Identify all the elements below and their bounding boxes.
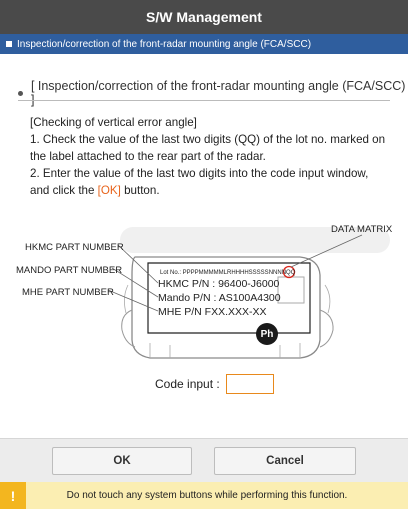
- function-subtitle-bar: [0, 34, 408, 54]
- instruction-step-2: [30, 165, 390, 199]
- ph-badge-icon: Ph: [256, 323, 278, 345]
- section-title: [ Inspection/correction of the front-radar mounting angle (FCA/SCC): [30, 79, 406, 93]
- section-divider: [18, 100, 390, 101]
- lot-number-text: Lot No.: PPPPMMMMMLRHHHHSSSSSNNNNQQ: [160, 270, 296, 276]
- hkmc-pn-text: HKMC P/N : 96400-J6000: [158, 278, 280, 290]
- code-input[interactable]: [226, 374, 274, 394]
- instruction-step-2-text: 2. Enter the value of the last two digits into the code input window, and click the: [30, 167, 369, 197]
- radar-label-figure: [0, 215, 408, 360]
- window-title: S/W Management: [0, 0, 408, 34]
- ok-button[interactable]: OK: [52, 447, 192, 475]
- button-bar: [0, 438, 408, 482]
- mando-pn-text: Mando P/N : AS100A4300: [158, 292, 281, 304]
- function-subtitle: Inspection/correction of the front-radar mounting angle (FCA/SCC): [17, 38, 312, 50]
- instructions: [30, 114, 390, 199]
- square-bullet-icon: [6, 41, 12, 47]
- warning-text: Do not touch any system buttons while performing this function.: [66, 490, 348, 501]
- mando-part-number-label: MANDO PART NUMBER: [16, 265, 123, 276]
- code-input-label: Code input :: [155, 377, 220, 391]
- mhe-part-number-label: MHE PART NUMBER: [22, 287, 114, 298]
- instruction-step-2-tail: button.: [120, 184, 160, 197]
- mhe-pn-text: MHE P/N FXX.XXX-XX: [158, 306, 267, 318]
- section-heading: [18, 79, 408, 107]
- warning-icon: !: [0, 482, 26, 509]
- instruction-step-1: 1. Check the value of the last two digits (QQ) of the lot no. marked on the label attached to the rear part of the radar.: [30, 133, 386, 163]
- warning-bar: [0, 482, 408, 509]
- instruction-heading: [Checking of vertical error angle]: [30, 116, 197, 129]
- bullet-dot-icon: [18, 91, 23, 96]
- data-matrix-label: DATA MATRIX: [331, 224, 393, 235]
- code-input-row: [155, 374, 274, 394]
- ok-highlight: [OK]: [97, 184, 121, 197]
- cancel-button[interactable]: Cancel: [214, 447, 356, 475]
- hkmc-part-number-label: HKMC PART NUMBER: [25, 242, 124, 253]
